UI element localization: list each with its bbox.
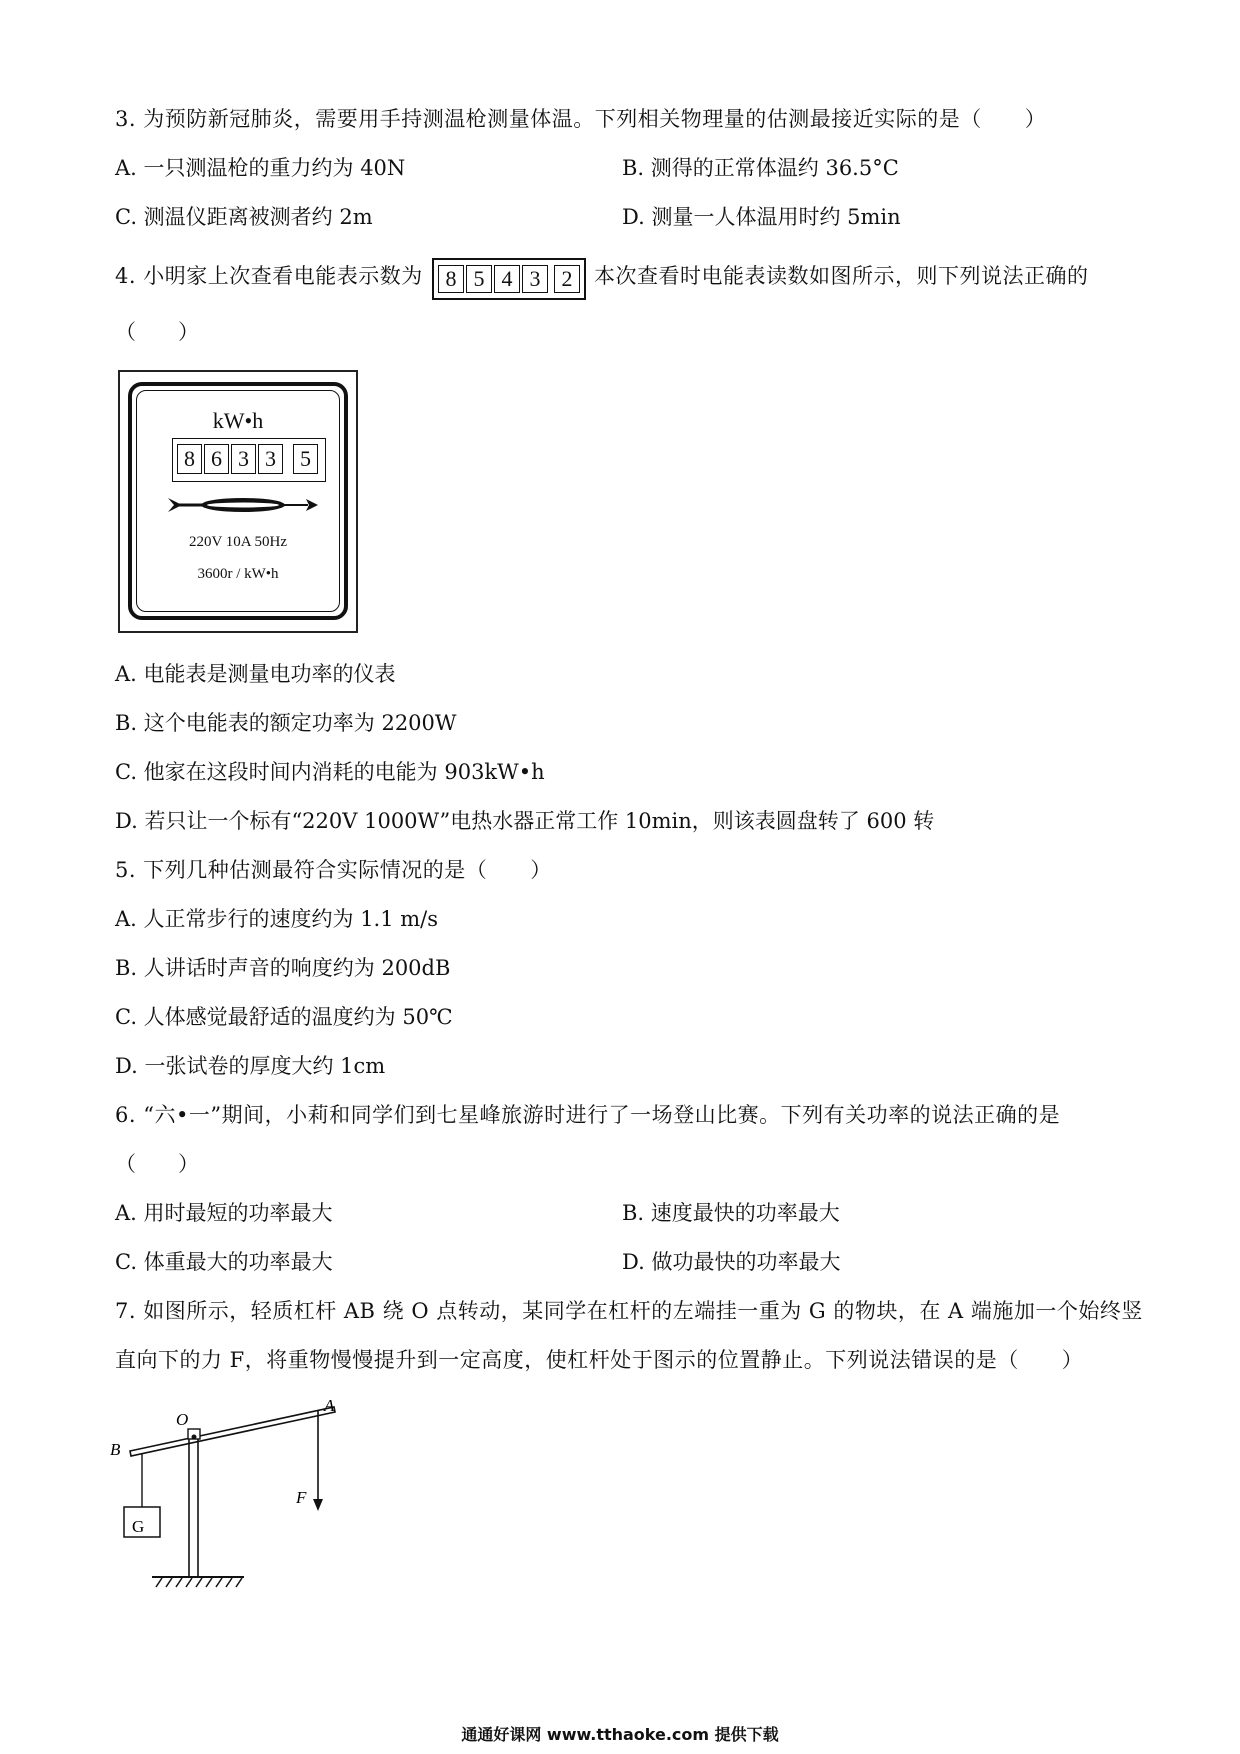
page-footer: 通通好课网 www.tthaoke.com 提供下载 — [461, 1725, 779, 1744]
label-o: O — [176, 1410, 189, 1429]
q4-option-a: A. 电能表是测量电功率的仪表 — [115, 662, 396, 686]
meter-reading — [172, 438, 326, 482]
meter-digit: 8 — [177, 444, 202, 474]
q4-option-c: C. 他家在这段时间内消耗的电能为 903kW•h — [115, 760, 545, 784]
lever-bar — [130, 1407, 335, 1456]
q6-option-c: C. 体重最大的功率最大 — [115, 1250, 333, 1274]
previous-digit-decimal: 2 — [554, 265, 580, 293]
q7-stem-line2: 直向下的力 F，将重物慢慢提升到一定高度，使杠杆处于图示的位置静止。下列说法错误的是（ ） — [115, 1348, 1084, 1372]
q4-option-d: D. 若只让一个标有“220V 1000W”电热水器正常工作 10min，则该表圆盘转了 600 转 — [115, 809, 935, 833]
meter-digit: 3 — [231, 444, 256, 474]
q4-stem-after: 本次查看时电能表读数如图所示，则下列说法正确的 — [594, 264, 1089, 288]
meter-spec-constant: 3600r / kW•h — [197, 566, 279, 582]
q4-previous-reading — [432, 258, 586, 300]
q3-option-c: C. 测温仪距离被测者约 2m — [115, 205, 373, 229]
q6-option-b: B. 速度最快的功率最大 — [622, 1201, 840, 1225]
q3-option-a: A. 一只测温枪的重力约为 40N — [115, 156, 406, 180]
meter-unit: kW•h — [212, 408, 264, 433]
previous-digit: 5 — [466, 265, 492, 293]
label-b: B — [110, 1440, 121, 1459]
meter-digit: 6 — [204, 444, 229, 474]
q5-option-c: C. 人体感觉最舒适的温度约为 50℃ — [115, 1005, 453, 1029]
label-f: F — [296, 1488, 307, 1507]
previous-digit: 3 — [522, 265, 548, 293]
previous-digit: 8 — [438, 265, 464, 293]
q6-stem: 6. “六•一”期间，小莉和同学们到七星峰旅游时进行了一场登山比赛。下列有关功率的说法正确的是 — [115, 1103, 1061, 1127]
q5-stem: 5. 下列几种估测最符合实际情况的是（ ） — [115, 858, 552, 882]
lever-figure — [110, 1395, 370, 1595]
energy-meter-body — [128, 382, 348, 620]
label-g: G — [132, 1517, 145, 1536]
q7-stem-line1: 7. 如图所示，轻质杠杆 AB 绕 O 点转动，某同学在杠杆的左端挂一重为 G 的物块，在 A 端施加一个始终竖 — [115, 1299, 1143, 1323]
meter-digit: 3 — [258, 444, 283, 474]
meter-disc-arrow-icon — [168, 494, 318, 516]
q4-stem-before: 4. 小明家上次查看电能表示数为 — [115, 264, 423, 288]
label-a: A — [324, 1396, 335, 1415]
q5-option-a: A. 人正常步行的速度约为 1.1 m/s — [115, 907, 439, 931]
q4-stem-paren: （ ） — [115, 320, 199, 344]
meter-spec-rating: 220V 10A 50Hz — [188, 534, 288, 550]
energy-meter-figure — [118, 370, 358, 633]
meter-digit-decimal: 5 — [293, 444, 318, 474]
previous-digit: 4 — [494, 265, 520, 293]
q6-stem-paren: （ ） — [115, 1152, 199, 1176]
q3-stem: 3. 为预防新冠肺炎，需要用手持测温枪测量体温。下列相关物理量的估测最接近实际的是（ ） — [115, 107, 1047, 131]
q6-option-d: D. 做功最快的功率最大 — [622, 1250, 841, 1274]
q4-option-b: B. 这个电能表的额定功率为 2200W — [115, 711, 457, 735]
q3-option-b: B. 测得的正常体温约 36.5°C — [622, 156, 899, 180]
q6-option-a: A. 用时最短的功率最大 — [115, 1201, 333, 1225]
q5-option-b: B. 人讲话时声音的响度约为 200dB — [115, 956, 451, 980]
q3-option-d: D. 测量一人体温用时约 5min — [622, 205, 901, 229]
q5-option-d: D. 一张试卷的厚度大约 1cm — [115, 1054, 386, 1078]
